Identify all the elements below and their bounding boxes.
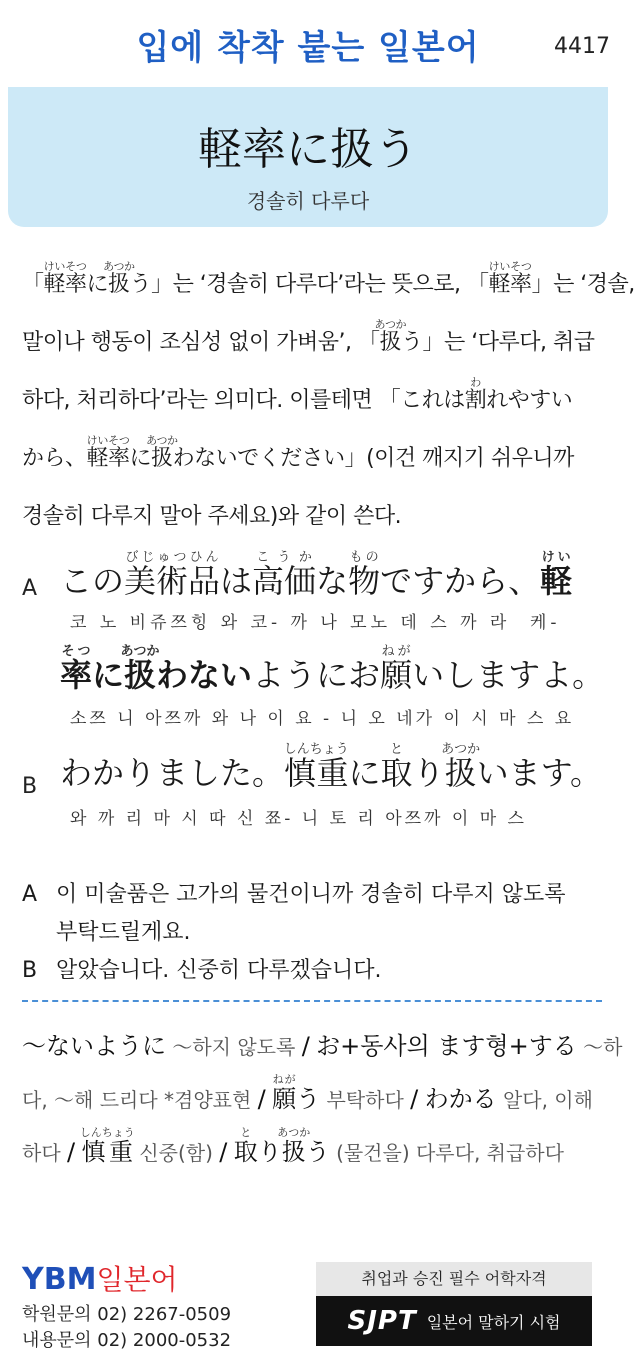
content-contact: 내용문의 02) 2000-0532 (22, 1330, 232, 1351)
dashed-divider (22, 1000, 602, 1002)
explanation-line-3: 하다, 처리하다’라는 의미다. 이를테면 「これは割われやすい (22, 376, 573, 413)
vocab-line-1: ～ないように ～하지 않도록 / お+동사의 ます형+する ～하 (22, 1032, 623, 1060)
explanation-line-4: から、軽率けいそつに扱あつかわないでください」(이건 깨지기 쉬우니까 (22, 434, 574, 471)
dialogue-a-reading-1: 코 노 비쥬쯔힝 와 코- 까 나 모노 데 스 까 라 (70, 613, 511, 633)
vocabulary (22, 1020, 623, 1179)
dialogue-a-reading-2: 소쯔 니 아쯔까 와 나 이 요 - 니 오 네가 이 시 마 스 요 (70, 709, 575, 729)
translation-b: B 알았습니다. 신중히 다루겠습니다. (22, 958, 382, 983)
explanation-line-5: 경솔히 다루지 말아 주세요)와 같이 쓴다. (22, 504, 402, 529)
translation (22, 876, 602, 990)
header (0, 0, 616, 80)
explanation-line-2: 말이나 행동이 조심성 없이 가벼움’, 「扱あつかう」는 ‘다루다, 취급 (22, 318, 595, 355)
title-banner (8, 87, 608, 227)
dialogue-a-line-1: この美術品びじゅつひんは高価こうかな物ものですから、軽けい (60, 550, 573, 600)
vocab-line-2: 다, ～해 드리다 *겸양표현 / 願ねがう 부탁하다 / わかる 알다, 이해 (22, 1073, 593, 1113)
vocab-line-3: 하다 / 慎重しんちょう 신중(함) / 取とり扱あつかう (물건을) 다루다, 취급하다 (22, 1126, 564, 1166)
sjpt-logo: SJPT (347, 1306, 417, 1336)
phrase-japanese: 軽率に扱う (198, 124, 418, 175)
dialogue (22, 540, 612, 840)
explanation (22, 256, 635, 546)
issue-number: 4417 (554, 34, 610, 59)
translation-a: A 이 미술품은 고가의 물건이니까 경솔히 다루지 않도록 (22, 882, 566, 907)
footer (22, 1258, 602, 1358)
sjpt-logo-bar (316, 1296, 592, 1346)
speaker-a: A (22, 576, 38, 601)
sjpt-tagline: 취업과 승진 필수 어학자격 (316, 1262, 592, 1296)
dialogue-b-line-1: わかりました。慎重しんちょうに取とり扱あつかいます。 (60, 742, 603, 792)
explanation-line-1: 「軽率けいそつに扱あつかう」는 ‘경솔히 다루다’라는 뜻으로, 「軽率けいそつ」는 ‘경솔, (22, 260, 635, 297)
phrase-korean: 경솔히 다루다 (246, 189, 370, 213)
ybm-logo: YBM일본어 (22, 1262, 178, 1297)
sjpt-banner (316, 1262, 592, 1346)
translation-a-cont: 부탁드릴게요. (56, 920, 191, 945)
academy-contact: 학원문의 02) 2267-0509 (22, 1304, 232, 1325)
dialogue-b-reading-1: 와 까 리 마 시 따 신 쬬- 니 토 리 아쯔까 이 마 스 (70, 809, 527, 829)
series-title: 입에 착착 붙는 일본어 (136, 28, 480, 68)
sjpt-subtitle: 일본어 말하기 시험 (426, 1312, 561, 1332)
speaker-b: B (22, 774, 38, 799)
dialogue-a-line-2: 率そつに扱あつかわないようにお願ねがいしますよ。 (60, 644, 605, 694)
dialogue-a-reading-1-end: 케- (530, 613, 561, 633)
